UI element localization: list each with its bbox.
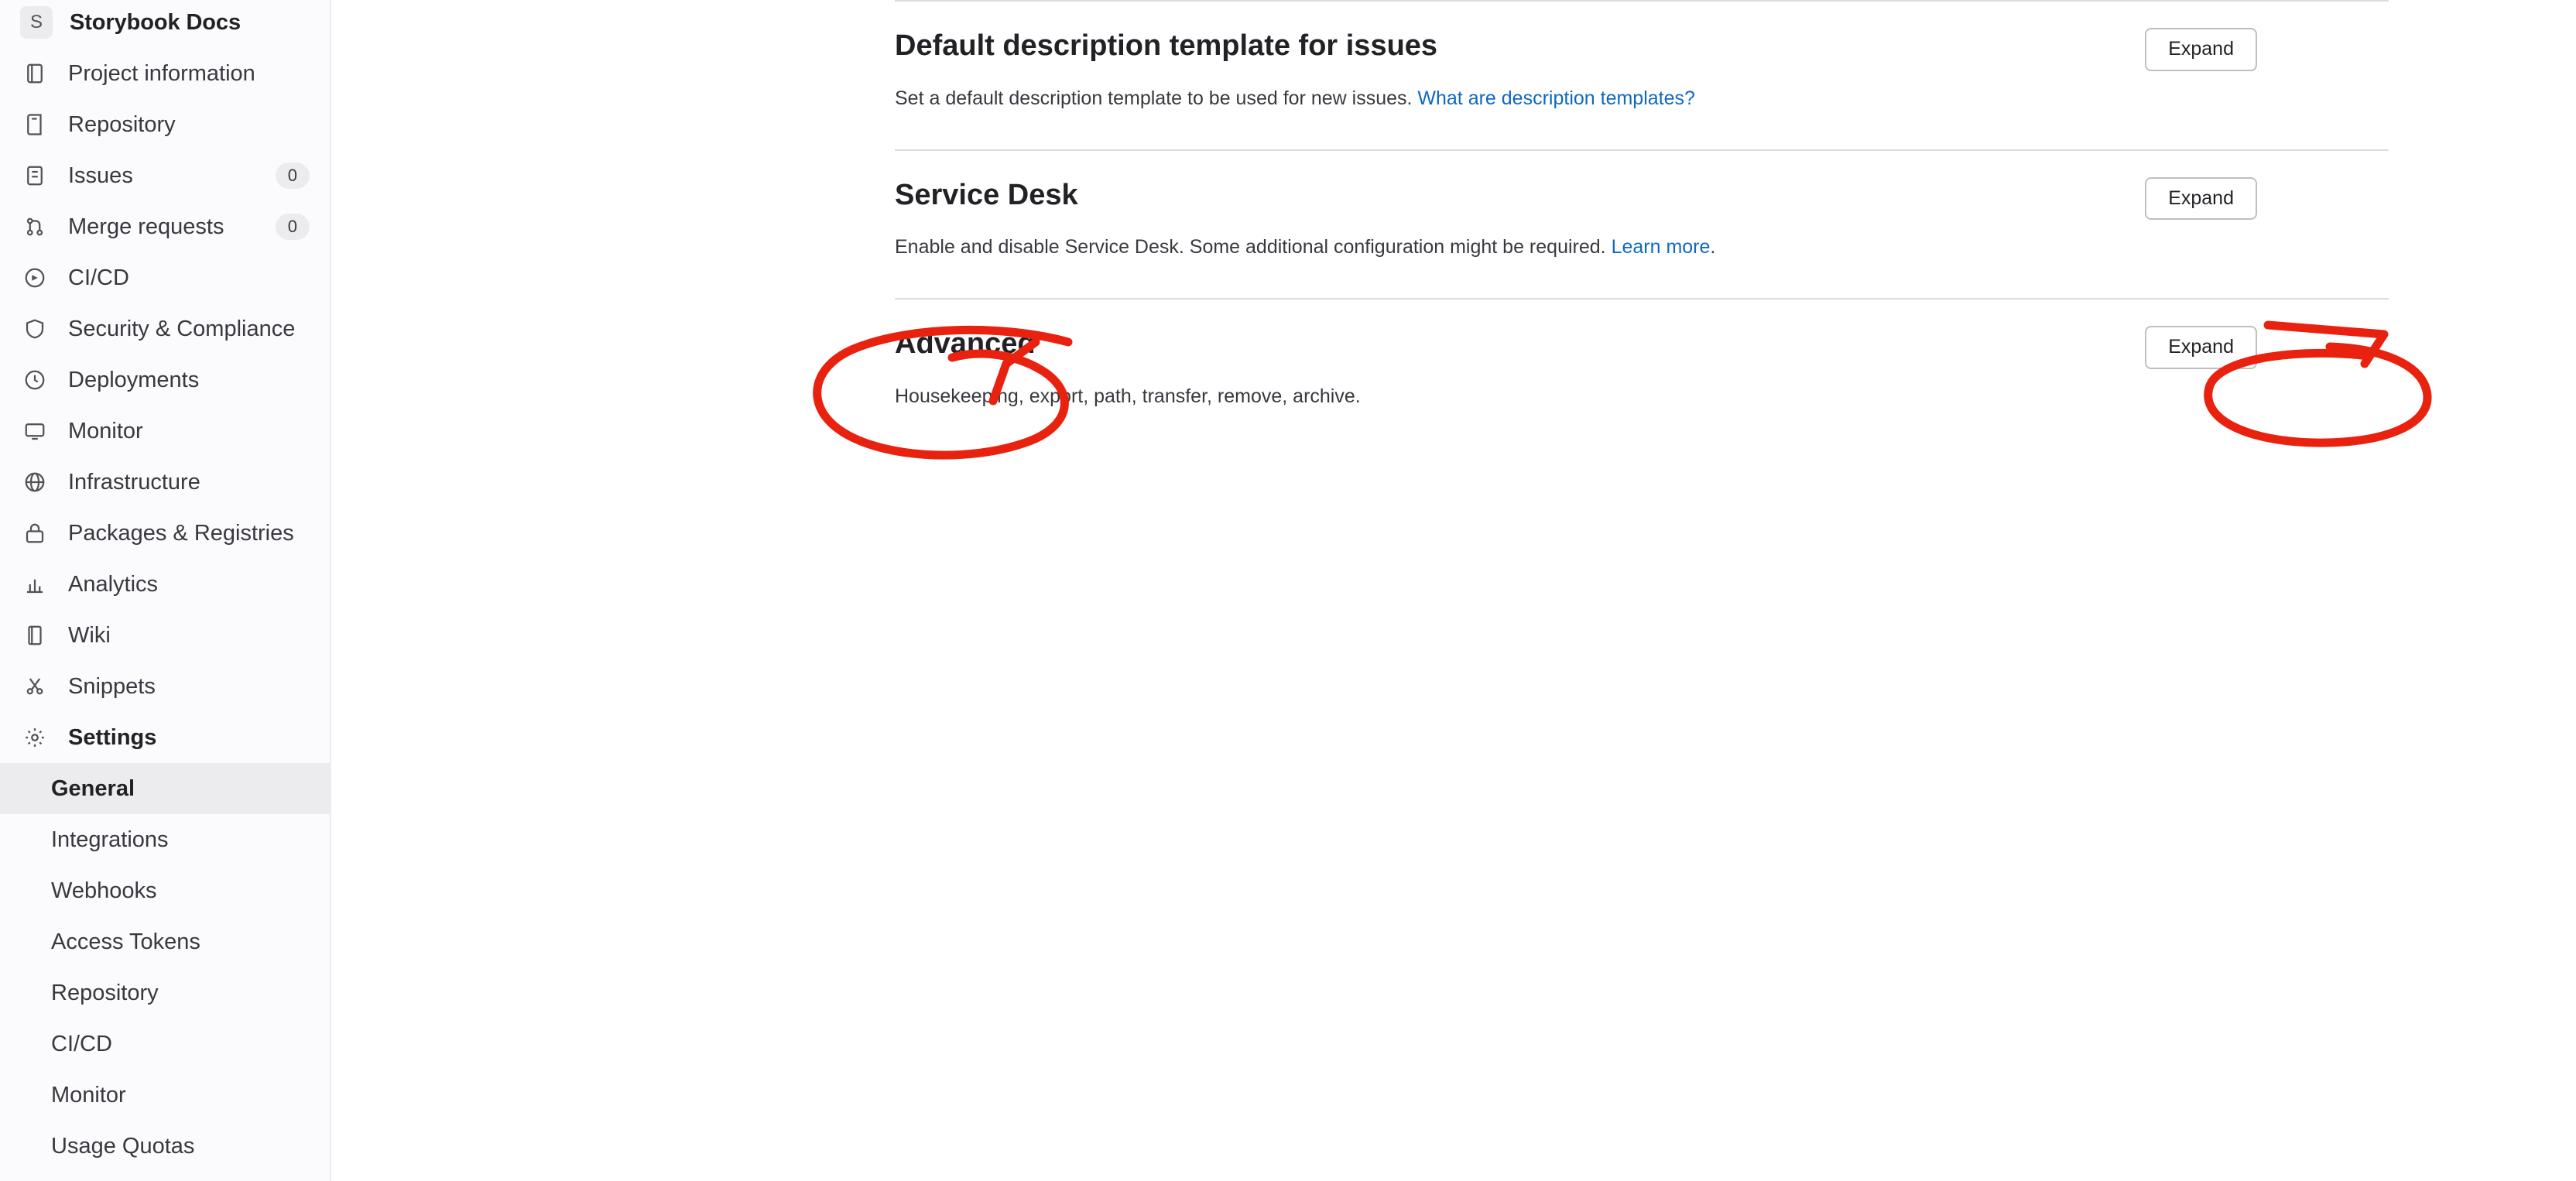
sidebar-item-monitor[interactable] [0,406,330,457]
project-avatar: S [20,6,53,39]
section-advanced [895,300,2389,447]
sidebar-item-label: Monitor [68,418,143,443]
sidebar-item-cicd[interactable] [0,252,330,303]
sidebar-item-label: Security & Compliance [68,316,296,341]
section-description-text: Housekeeping, export, path, transfer, remove, archive. [895,385,1361,407]
sidebar-item-label: Packages & Registries [68,520,294,546]
package-icon [20,519,50,548]
sidebar-item-label: Infrastructure [68,469,200,495]
sidebar-item-analytics[interactable] [0,559,330,610]
expand-button-advanced[interactable]: Expand [2145,326,2257,369]
expand-button-default-description-template[interactable]: Expand [2145,28,2257,71]
infrastructure-icon [20,467,50,497]
section-description-suffix: . [1710,236,1716,258]
sidebar-item-label: Settings [68,724,157,750]
sidebar-item-label: Repository [68,111,176,137]
sidebar-item-deployments[interactable] [0,354,330,406]
sidebar-subitem-cicd[interactable]: CI/CD [51,1031,112,1056]
sidebar [0,0,331,1181]
section-title-advanced: Advanced [895,327,1036,360]
settings-sections [895,0,2389,447]
sidebar-item-settings[interactable] [0,712,330,763]
expand-button-service-desk[interactable]: Expand [2145,177,2257,221]
section-description [895,85,2257,112]
section-title: Default description template for issues [895,29,1438,62]
issues-icon [20,161,50,190]
section-description [895,383,2257,410]
sidebar-item-infrastructure[interactable] [0,457,330,508]
sidebar-item-security-compliance[interactable] [0,303,330,354]
section-service-desk [895,151,2389,300]
project-header[interactable] [0,0,330,48]
section-title: Service Desk [895,178,1078,211]
section-description [895,234,2257,261]
gear-icon [20,723,50,752]
sidebar-item-label: Analytics [68,571,159,597]
sidebar-item-repository[interactable] [0,99,330,150]
sidebar-item-label: Project information [68,60,255,86]
project-name: Storybook Docs [70,9,241,35]
sidebar-item-label: Merge requests [68,214,224,239]
section-default-description-template [895,0,2389,151]
sidebar-item-label: Wiki [68,622,111,648]
sidebar-subitem-usage-quotas[interactable]: Usage Quotas [51,1133,195,1159]
sidebar-item-label: Issues [68,163,133,188]
monitor-icon [20,416,50,446]
snippet-icon [20,672,50,701]
sidebar-item-label: Snippets [68,673,156,699]
merge-requests-icon [20,212,50,241]
info-icon [20,59,50,88]
sidebar-item-label: CI/CD [68,265,129,290]
rocket-icon [20,263,50,293]
sidebar-item-packages-registries[interactable] [0,508,330,559]
main-content [331,0,2576,1181]
sidebar-subitem-access-tokens[interactable]: Access Tokens [51,929,200,954]
sidebar-subitem-monitor[interactable]: Monitor [51,1082,126,1107]
sidebar-item-wiki[interactable] [0,610,330,661]
settings-subnav [0,763,330,1172]
description-templates-link[interactable]: What are description templates? [1417,87,1695,109]
section-description-text: Enable and disable Service Desk. Some additional configuration might be required. [895,236,1606,258]
sidebar-subitem-general[interactable]: General [0,763,330,814]
repository-icon [20,110,50,139]
issues-count-badge: 0 [276,163,310,189]
service-desk-learn-more-link[interactable]: Learn more [1611,236,1711,258]
merge-requests-count-badge: 0 [276,214,310,240]
sidebar-subitem-webhooks[interactable]: Webhooks [51,878,157,903]
sidebar-item-label: Deployments [68,367,200,392]
sidebar-subitem-repository[interactable]: Repository [51,980,159,1005]
book-icon [20,621,50,650]
section-description-text: Set a default description template to be used for new issues. [895,87,1413,109]
sidebar-item-project-information[interactable] [0,48,330,99]
sidebar-item-merge-requests[interactable] [0,201,330,252]
deployments-icon [20,365,50,395]
sidebar-item-issues[interactable] [0,150,330,201]
sidebar-subitem-integrations[interactable]: Integrations [51,827,169,852]
sidebar-nav [0,48,330,763]
shield-icon [20,314,50,344]
analytics-icon [20,570,50,599]
sidebar-item-snippets[interactable] [0,661,330,712]
